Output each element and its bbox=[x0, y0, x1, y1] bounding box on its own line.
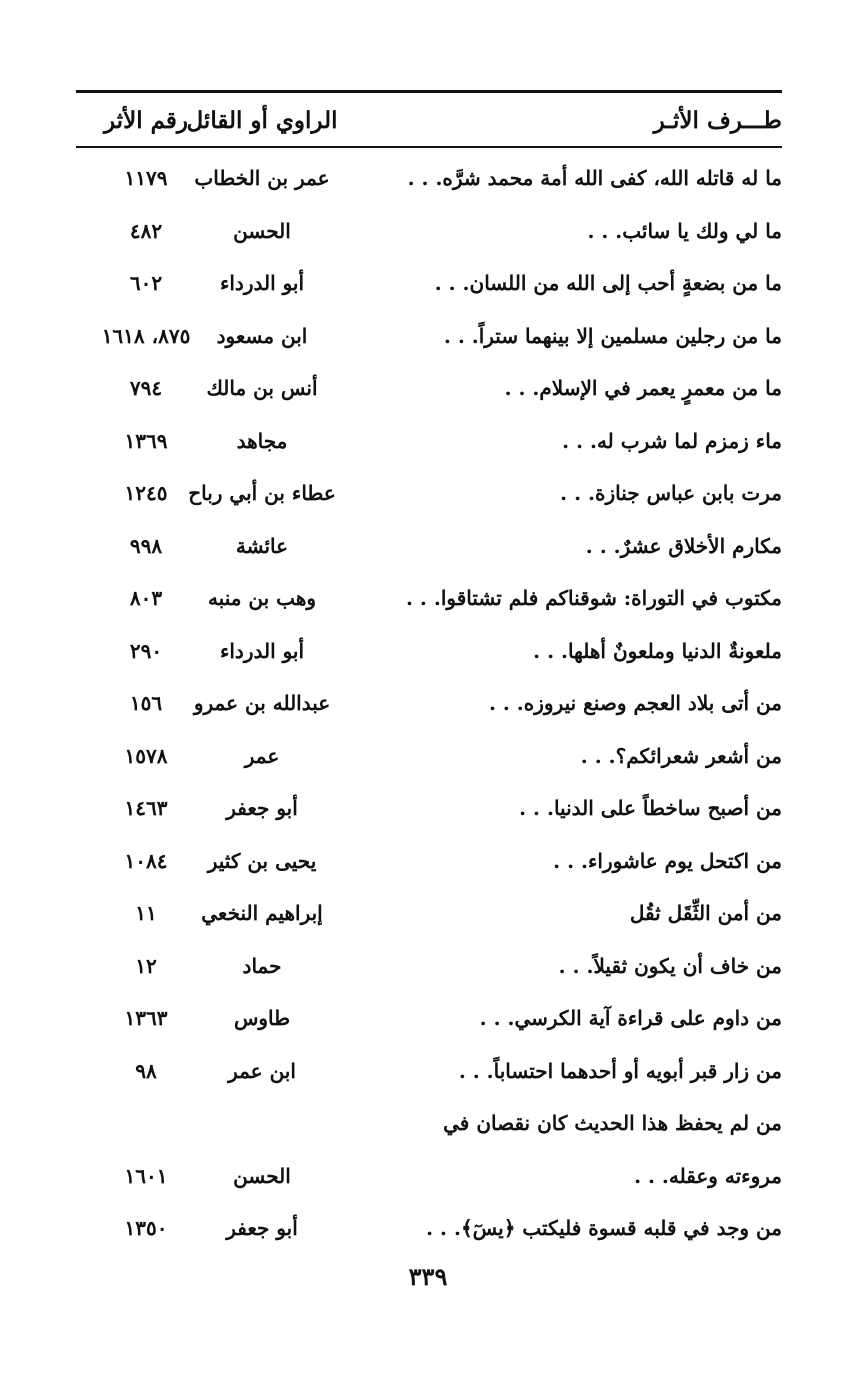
narrator-name: عطاء بن أبي رباح bbox=[188, 481, 336, 505]
table-row bbox=[76, 940, 782, 993]
table-row bbox=[76, 310, 782, 363]
athar-text: ما له قاتله الله، كفى الله أمة محمد شرَّه. . . bbox=[407, 166, 782, 190]
table-row bbox=[76, 467, 782, 520]
athar-number: ١١ bbox=[135, 901, 157, 925]
athar-number: ١٢٤٥ bbox=[124, 481, 168, 505]
table-row bbox=[76, 625, 782, 678]
narrator-name: أبو جعفر bbox=[226, 796, 298, 820]
athar-number: ١٣٦٣ bbox=[124, 1006, 168, 1030]
narrator-name: عبدالله بن عمرو bbox=[193, 691, 331, 715]
page-number: ٣٣٩ bbox=[408, 1262, 448, 1291]
athar-text: من خاف أن يكون ثقيلاً. . . bbox=[558, 953, 782, 978]
narrator-name: عمر بن الخطاب bbox=[194, 166, 330, 190]
athar-number: ١٦٠١ bbox=[124, 1163, 168, 1188]
athar-text: من أصبح ساخطاً على الدنيا. . . bbox=[519, 796, 782, 820]
narrator-name: ابن عمر bbox=[228, 1058, 296, 1083]
athar-number: ٩٩٨ bbox=[129, 533, 163, 558]
narrator-name: مجاهد bbox=[236, 428, 288, 453]
header-text-column: طـــرف الأثـر bbox=[653, 107, 782, 134]
narrator-name: أبو الدرداء bbox=[219, 638, 305, 663]
athar-text: ماء زمزم لما شرب له. . . bbox=[562, 428, 782, 453]
narrator-name: الحسن bbox=[233, 218, 291, 243]
table-row bbox=[76, 520, 782, 573]
athar-text: من أمن الثِّقَل ثقُل bbox=[629, 901, 782, 925]
athar-text: ما من بضعةٍ أحب إلى الله من اللسان. . . bbox=[434, 271, 782, 295]
narrator-name: عمر bbox=[244, 743, 280, 768]
athar-text: من أتى بلاد العجم وصنع نيروزه. . . bbox=[488, 691, 782, 715]
table-row bbox=[76, 677, 782, 730]
athar-number: ١٣٦٩ bbox=[124, 428, 168, 453]
narrator-name: طاوس bbox=[233, 1006, 291, 1030]
table-row bbox=[76, 152, 782, 205]
table-row bbox=[76, 1150, 782, 1203]
table-row bbox=[76, 835, 782, 888]
athar-text: من وجد في قلبه قسوة فليكتب ﴿يسٓ﴾. . . bbox=[426, 1216, 782, 1240]
table-row bbox=[76, 205, 782, 258]
header-narrator-column: الراوي أو القائل bbox=[186, 107, 338, 134]
athar-number: ١٠٨٤ bbox=[124, 848, 168, 873]
table-row bbox=[76, 782, 782, 835]
table-row bbox=[76, 730, 782, 783]
athar-number: ٧٩٤ bbox=[129, 376, 163, 400]
athar-number: ٨٠٣ bbox=[129, 586, 163, 610]
athar-text: من لم يحفظ هذا الحديث كان نقصان في bbox=[443, 1111, 782, 1135]
athar-text: من اكتحل يوم عاشوراء. . . bbox=[553, 848, 782, 873]
narrator-name: يحيى بن كثير bbox=[207, 848, 317, 873]
athar-text: ما لي ولك يا سائب. . . bbox=[587, 218, 782, 243]
athar-text: من أشعر شعرائكم؟. . . bbox=[580, 743, 782, 768]
athar-number: ٤٨٢ bbox=[129, 218, 163, 243]
header-number-column: رقم الأثر bbox=[103, 107, 188, 134]
narrator-name: حماد bbox=[242, 953, 282, 978]
table-row bbox=[76, 1045, 782, 1098]
athar-text: ملعونةٌ الدنيا وملعونٌ أهلها. . . bbox=[533, 638, 782, 663]
athar-number: ٢٩٠ bbox=[129, 638, 163, 663]
table-row bbox=[76, 992, 782, 1045]
table-row bbox=[76, 362, 782, 415]
athar-number: ١٥٧٨ bbox=[124, 743, 168, 768]
athar-number: ١٤٦٣ bbox=[124, 796, 168, 820]
athar-text: من زار قبر أبويه أو أحدهما احتساباً. . . bbox=[458, 1058, 782, 1083]
top-rule bbox=[76, 90, 782, 93]
table-row bbox=[76, 572, 782, 625]
athar-number bbox=[76, 1097, 216, 1150]
athar-number: ٨٧٥، ١٦١٨ bbox=[101, 323, 191, 348]
narrator-name: أبو الدرداء bbox=[219, 271, 305, 295]
athar-text: مروءته وعقله. . . bbox=[634, 1163, 782, 1188]
narrator-name: عائشة bbox=[235, 533, 289, 558]
athar-number: ١٣٥٠ bbox=[124, 1216, 168, 1240]
narrator-name: أبو جعفر bbox=[226, 1216, 298, 1240]
table-row bbox=[76, 257, 782, 310]
athar-number: ١٥٦ bbox=[129, 691, 163, 715]
table-row bbox=[76, 887, 782, 940]
athar-number: ٩٨ bbox=[135, 1058, 157, 1083]
table-row bbox=[76, 1097, 782, 1150]
athar-text: مكتوب في التوراة: شوقناكم فلم تشتاقوا. . . bbox=[406, 586, 782, 610]
athar-text: مكارم الأخلاق عشرٌ. . . bbox=[585, 533, 782, 558]
table-row bbox=[76, 415, 782, 468]
index-table bbox=[76, 152, 782, 1255]
athar-text: ما من معمرٍ يعمر في الإسلام. . . bbox=[504, 376, 782, 400]
narrator-name: الحسن bbox=[233, 1163, 291, 1188]
table-row bbox=[76, 1202, 782, 1255]
athar-number: ١٢ bbox=[135, 953, 157, 978]
table-header bbox=[76, 98, 782, 144]
header-rule bbox=[76, 146, 782, 148]
athar-text: ما من رجلين مسلمين إلا بينهما ستراً. . . bbox=[443, 323, 782, 348]
narrator-name: أنس بن مالك bbox=[206, 376, 318, 400]
narrator-name: وهب بن منبه bbox=[207, 586, 317, 610]
athar-text: مرت بابن عباس جنازة. . . bbox=[560, 481, 782, 505]
athar-text: من داوم على قراءة آية الكرسي. . . bbox=[479, 1006, 782, 1030]
athar-number: ٦٠٢ bbox=[129, 271, 163, 295]
athar-number: ١١٧٩ bbox=[124, 166, 168, 190]
narrator-name: إبراهيم النخعي bbox=[201, 901, 323, 925]
narrator-name: ابن مسعود bbox=[216, 323, 308, 348]
